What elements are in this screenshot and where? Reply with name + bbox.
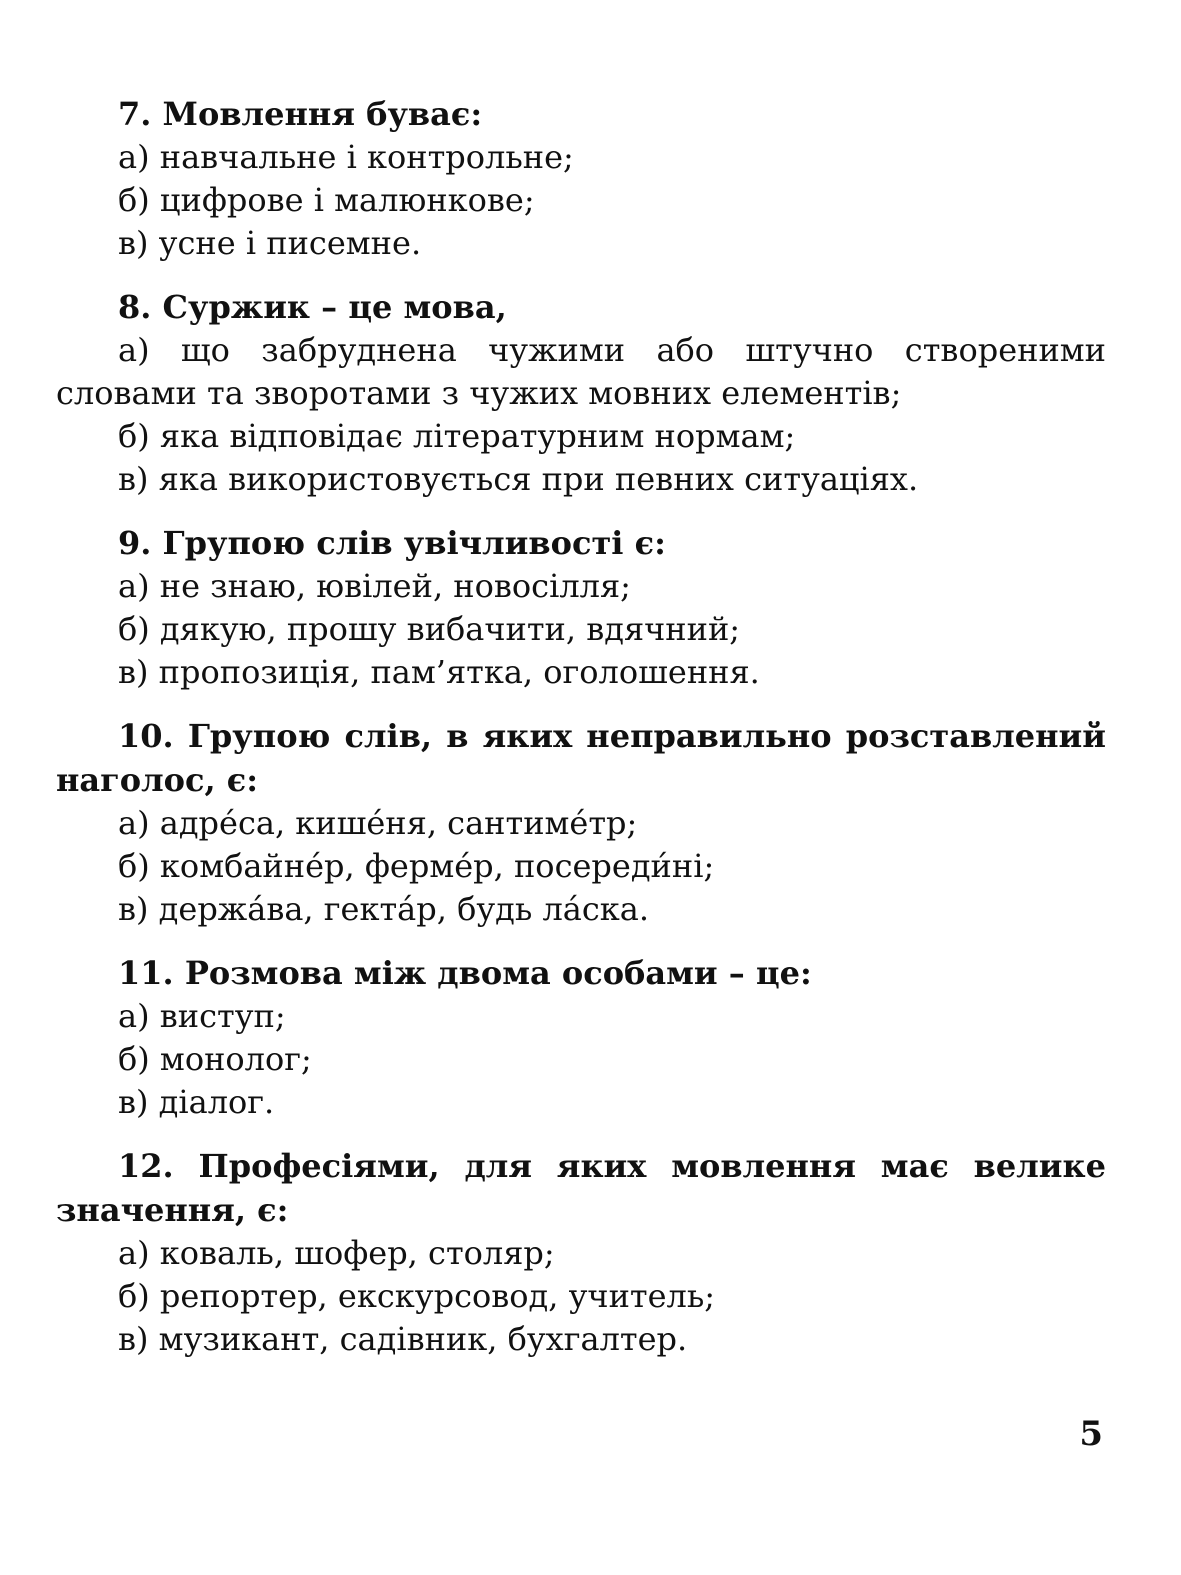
question-title: 10. Групою слів, в яких неправильно розставлений наголос, є: (56, 717, 1106, 799)
question-title: 7. Мовлення буває: (118, 95, 483, 133)
answer-option-a: а) адре́са, кише́ня, сантиме́тр; (118, 804, 638, 842)
answer-option-a: а) що забруднена чужими або штучно створеними словами та зворотами з чужих мовних елементів; (56, 331, 1106, 412)
answer-option-a: а) не знаю, ювілей, новосілля; (118, 567, 631, 605)
answer-option-b: б) дякую, прошу вибачити, вдячний; (118, 610, 741, 648)
question-title: 9. Групою слів увічливості є: (118, 524, 666, 562)
answer-option-c: в) музикант, садівник, бухгалтер. (118, 1320, 688, 1358)
answer-option-b: б) комбайне́р, ферме́р, посереди́ні; (118, 847, 715, 885)
answer-option-c: в) діалог. (118, 1083, 275, 1121)
answer-option-b: б) монолог; (118, 1040, 312, 1078)
question-9 (56, 521, 1106, 694)
question-7 (56, 92, 1106, 265)
answer-option-b: б) яка відповідає літературним нормам; (118, 417, 796, 455)
answer-option-c: в) усне і писемне. (118, 224, 422, 262)
document-page (56, 92, 1106, 1381)
answer-option-a: а) коваль, шофер, столяр; (118, 1234, 555, 1272)
answer-option-c: в) держа́ва, гекта́р, будь ла́ска. (118, 890, 650, 928)
answer-option-b: б) цифрове і малюнкове; (118, 181, 535, 219)
question-title: 8. Суржик – це мова, (118, 288, 507, 326)
question-title: 12. Професіями, для яких мовлення має велике значення, є: (56, 1147, 1106, 1229)
question-8 (56, 285, 1106, 501)
answer-option-c: в) яка використовується при певних ситуаціях. (118, 460, 919, 498)
question-12 (56, 1144, 1106, 1361)
answer-option-a: а) виступ; (118, 997, 286, 1035)
question-11 (56, 951, 1106, 1124)
question-10 (56, 714, 1106, 931)
answer-option-b: б) репортер, екскурсовод, учитель; (118, 1277, 716, 1315)
question-title: 11. Розмова між двома особами – це: (118, 954, 812, 992)
answer-option-a: а) навчальне і контрольне; (118, 138, 574, 176)
page-number: 5 (1079, 1414, 1103, 1454)
answer-option-c: в) пропозиція, пам’ятка, оголошення. (118, 653, 760, 691)
